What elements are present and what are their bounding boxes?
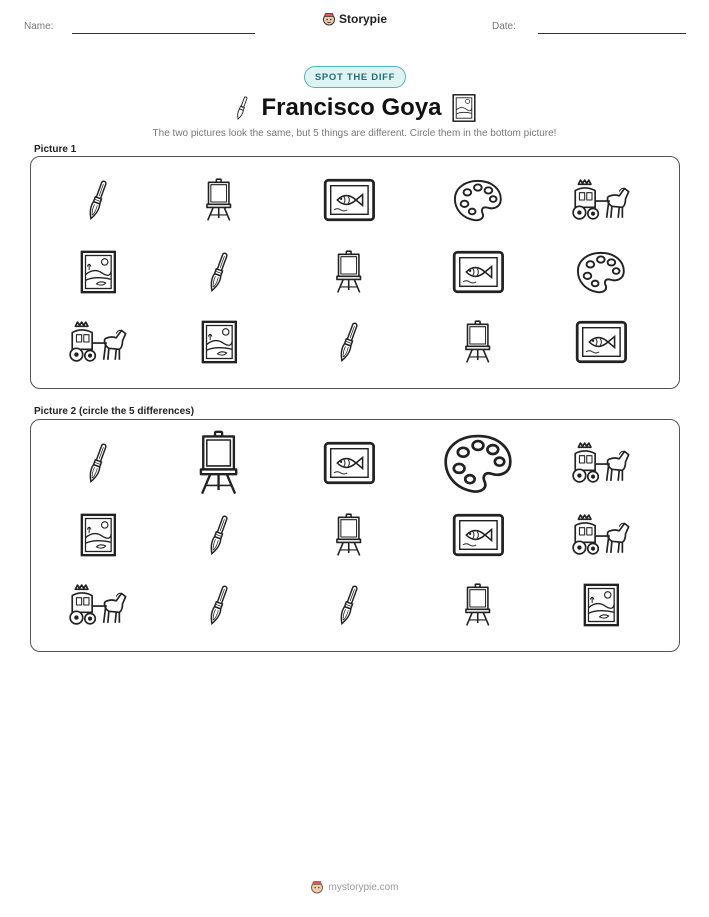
title-row <box>0 91 709 125</box>
easel-icon <box>462 320 493 364</box>
picture-1-cell <box>566 307 636 377</box>
paintbrush-icon <box>83 178 112 222</box>
horse-carriage-icon <box>67 583 130 627</box>
picture-1-cell <box>566 237 636 307</box>
picture-2-cell[interactable] <box>443 570 513 640</box>
fish-painting-icon <box>452 513 505 557</box>
landscape-painting-icon <box>80 513 117 557</box>
horse-carriage-icon <box>570 178 633 222</box>
picture-2-cell[interactable] <box>566 428 636 498</box>
paintbrush-icon <box>334 583 363 627</box>
palette-icon <box>443 430 513 496</box>
easel-icon <box>333 250 364 294</box>
picture-2-cell[interactable] <box>566 500 636 570</box>
picture-2-cell[interactable] <box>443 500 513 570</box>
picture-1-cell <box>63 237 133 307</box>
fish-painting-icon <box>323 178 376 222</box>
picture-2-cell[interactable] <box>63 570 133 640</box>
picture-1-panel <box>30 156 680 389</box>
picture-1-cell <box>443 165 513 235</box>
picture-2-cell[interactable] <box>184 570 254 640</box>
horse-carriage-icon <box>570 513 633 557</box>
brand-name: Storypie <box>339 12 388 26</box>
picture-2-grid[interactable] <box>31 420 679 651</box>
storypie-mascot-icon <box>310 880 324 894</box>
brand-logo <box>322 12 387 26</box>
picture-2-cell[interactable] <box>184 500 254 570</box>
horse-carriage-icon <box>570 441 633 485</box>
picture-1-cell <box>566 165 636 235</box>
picture-1-cell <box>63 307 133 377</box>
paintbrush-icon <box>334 320 363 364</box>
easel-icon <box>203 178 234 222</box>
paintbrush-icon <box>204 250 233 294</box>
picture-2-panel[interactable] <box>30 419 680 652</box>
activity-badge: SPOT THE DIFF <box>304 66 406 88</box>
picture-1-cell <box>443 237 513 307</box>
easel-icon <box>462 583 493 627</box>
picture-1-cell <box>184 307 254 377</box>
picture-1-cell <box>443 307 513 377</box>
fish-painting-icon <box>575 320 628 364</box>
picture-2-cell[interactable] <box>566 570 636 640</box>
easel-icon <box>333 513 364 557</box>
paintbrush-icon <box>233 93 251 123</box>
paintbrush-icon <box>204 513 233 557</box>
fish-painting-icon <box>323 441 376 485</box>
picture-2-cell[interactable] <box>63 500 133 570</box>
picture-1-cell <box>314 165 384 235</box>
picture-2-cell[interactable] <box>63 428 133 498</box>
landscape-painting-icon <box>201 320 238 364</box>
picture-2-cell[interactable] <box>314 500 384 570</box>
paintbrush-icon <box>204 583 233 627</box>
landscape-painting-icon <box>452 93 476 123</box>
picture-1-label: Picture 1 <box>34 144 77 155</box>
name-field[interactable] <box>72 33 255 34</box>
date-label: Date: <box>492 21 516 32</box>
fish-painting-icon <box>452 250 505 294</box>
horse-carriage-icon <box>67 320 130 364</box>
date-field[interactable] <box>538 33 686 34</box>
footer-site: mystorypie.com <box>328 881 399 893</box>
instructions: The two pictures look the same, but 5 things are different. Circle them in the bottom picture! <box>152 128 557 139</box>
palette-icon <box>576 250 626 294</box>
picture-2-cell[interactable] <box>184 428 254 498</box>
name-label: Name: <box>24 21 54 32</box>
page-footer <box>0 880 709 894</box>
picture-1-grid <box>31 157 679 388</box>
landscape-painting-icon <box>80 250 117 294</box>
picture-1-cell <box>314 237 384 307</box>
picture-2-label: Picture 2 (circle the 5 differences) <box>34 406 195 417</box>
picture-1-cell <box>184 237 254 307</box>
picture-1-cell <box>184 165 254 235</box>
landscape-painting-icon <box>583 583 620 627</box>
page-header <box>0 0 709 60</box>
palette-icon <box>453 178 503 222</box>
picture-1-cell <box>314 307 384 377</box>
picture-1-cell <box>63 165 133 235</box>
picture-2-cell[interactable] <box>443 428 513 498</box>
page-title: Francisco Goya <box>261 94 442 121</box>
paintbrush-icon <box>83 441 112 485</box>
easel-icon <box>195 430 242 496</box>
picture-2-cell[interactable] <box>314 428 384 498</box>
picture-2-cell[interactable] <box>314 570 384 640</box>
storypie-mascot-icon <box>322 12 336 26</box>
